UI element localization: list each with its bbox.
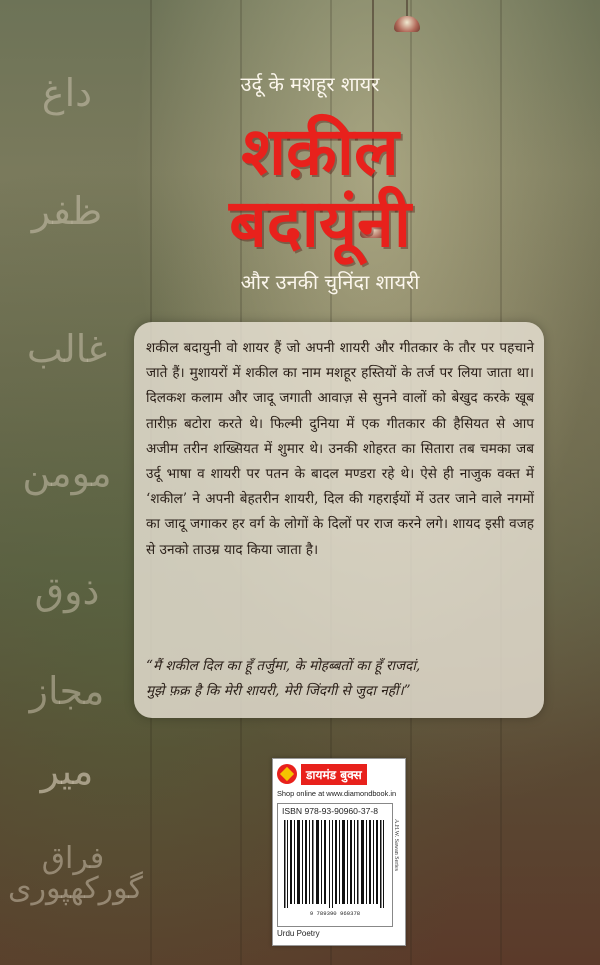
series-text: A.H.W. Sawan Series	[393, 819, 399, 871]
urdu-poet-name: میر	[40, 749, 94, 793]
lamp-icon	[394, 16, 420, 32]
publisher-logo	[277, 763, 401, 785]
shop-online-text: Shop online at www.diamondbook.in	[277, 789, 397, 798]
category-text: Urdu Poetry	[277, 929, 320, 938]
quote-line-2: मुझे फ़क्र है कि मेरी शायरी, मेरी जिंदगी से जुदा नहीं।”	[146, 683, 411, 699]
cover-tagline: और उनकी चुनिंदा शायरी	[240, 270, 420, 294]
urdu-poet-name: داغ	[41, 71, 93, 115]
urdu-poet-name: ظفر	[31, 189, 103, 233]
urdu-poet-name: مجاز	[29, 669, 105, 713]
isbn-block	[277, 803, 393, 927]
title-line-2: बदायूंनी	[229, 184, 411, 262]
publisher-barcode-box	[272, 758, 406, 946]
diamond-logo-icon	[277, 764, 297, 784]
publisher-name: डायमंड बुक्स	[301, 764, 367, 785]
urdu-poet-name: فراق گورکھپوری	[8, 841, 143, 906]
cover-subtitle: उर्दू के मशहूर शायर	[240, 72, 380, 96]
barcode-digits: 9 789390 960378	[309, 910, 361, 917]
urdu-poet-name: مومن	[22, 451, 112, 495]
description-text: शकील बदायुनी वो शायर हैं जो अपनी शायरी और गीतकार के तौर पर पहचाने जाते हैं। मुशायरों में शकील का नाम मशहूर हस्तियों के तर्ज पर लिया जाता था। दिलकश कलाम और जादू जगाती आवाज़ से सुनने वालों को बेखुद करके खूब तारीफ़ बटोरा करते थे। फिल्मी दुनिया में एक गीतकार की हैसियत से आप अजीम तरीन शख्सियत में शुमार थे। उनकी शोहरत का सितारा तब चमका जब उर्दू भाषा व शायरी पर पतन के बादल मण्डरा रहे थे। ऐसे ही नाजुक वक्त में ‘शकील’ ने अपनी बेहतरीन शायरी, दिल की गहराईयों में उतर जाने वाले नगमों का जादू जगाकर हर वर्ग के लोगों के दिलों पर राज करने लगे। शायद इसी वजह से उनको ताउम्र याद किया जाता है।	[146, 340, 534, 558]
urdu-poet-name: غالب	[26, 327, 108, 371]
barcode-icon	[282, 820, 386, 908]
title-line-1: शक़ील	[241, 112, 399, 190]
isbn-text: ISBN 978-93-90960-37-8	[282, 806, 379, 816]
quote-line-1: “मैं शकील दिल का हूँ तर्जुमा, के मोहब्बतों का हूँ राजदां,	[146, 658, 421, 674]
poet-quote	[146, 654, 534, 704]
urdu-poet-name: ذوق	[34, 569, 100, 613]
